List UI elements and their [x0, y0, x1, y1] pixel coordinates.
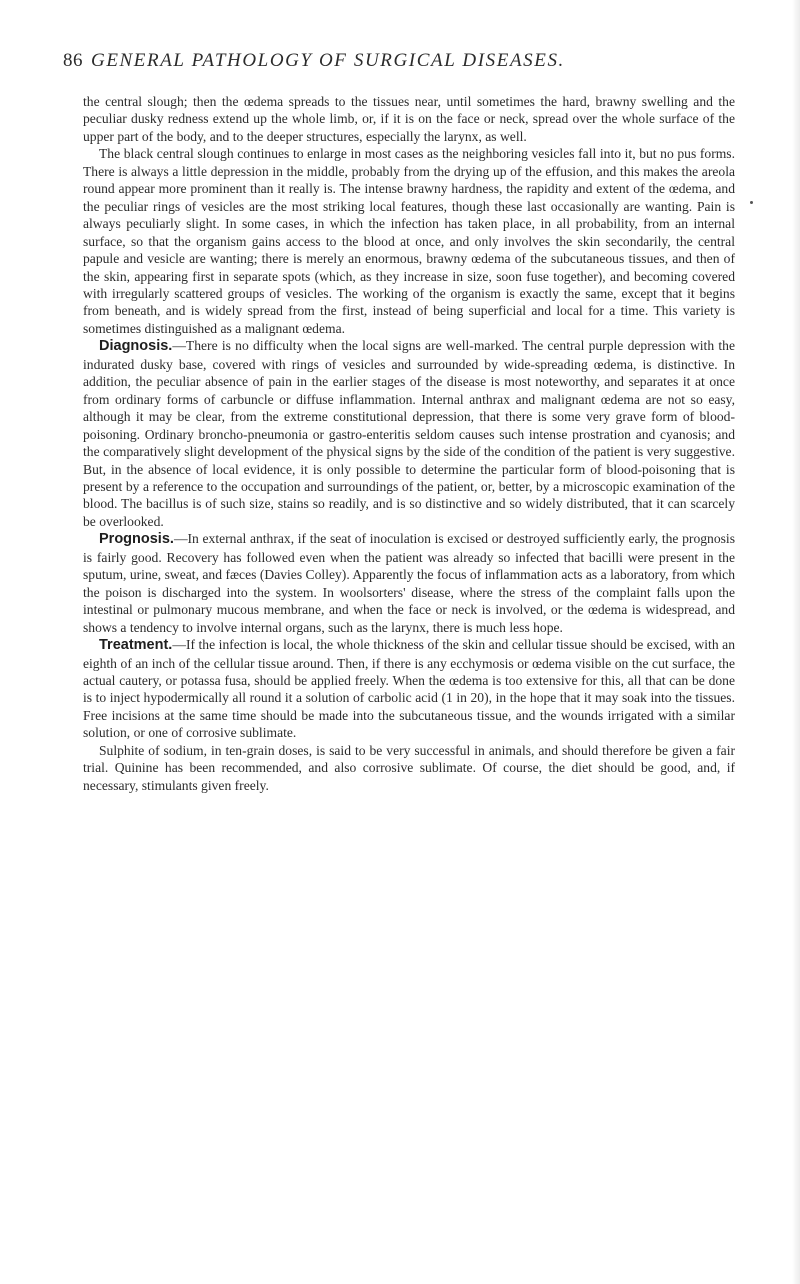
- diagnosis-text: —There is no difficulty when the local signs are well-marked. The central purple depression with the indurated dusky base, covered with rings of vesicles and surrounded by wide-spreading œdema, is distinctive. In addition, the peculiar absence of pain in the earlier stages of the disease is most noteworthy, and separates it at once from ordinary forms of carbuncle or diffuse inflammation. Internal anthrax and malignant œdema are not so easy, although it may be clear, from the extreme constitutional depression, that there is some very grave form of blood-poisoning. Ordinary broncho-pneumonia or gastro-enteritis seldom causes such intense prostration and cyanosis; and the comparatively slight development of the physical signs by the side of the condition of the patient is very suggestive. But, in the absence of local evidence, it is only possible to determine the particular form of blood-poisoning that is present by a reference to the occupation and surroundings of the patient, or, better, by a microscopic examination of the blood. The bacillus is of such size, stains so readily, and is so distinctive and so widely distributed, that it can scarcely be overlooked.: [83, 338, 735, 529]
- page-number: 86: [63, 50, 83, 71]
- treatment-heading: Treatment.: [99, 637, 173, 654]
- margin-dot: [750, 201, 753, 204]
- paragraph-sulphite: Sulphite of sodium, in ten-grain doses, is said to be very successful in animals, and should therefore be given a fair trial. Quinine has been recommended, and also corrosive sublimate. Of course, the diet should be good, and, if necessary, stimulants given freely.: [83, 742, 735, 793]
- diagnosis-heading: Diagnosis.: [99, 338, 173, 355]
- prognosis-heading: Prognosis.: [99, 531, 174, 548]
- page-header: [63, 50, 753, 80]
- prognosis-text: —In external anthrax, if the seat of inoculation is excised or destroyed sufficiently early, the prognosis is fairly good. Recovery has followed even when the patient was already so infected that bacilli were present in the sputum, urine, sweat, and fæces (Davies Colley). Apparently the focus of inflammation acts as a laboratory, from which the poison is discharged into the system. In woolsorters' disease, where the stress of the complaint falls upon the intestinal or pulmonary mucous membrane, and when the face or neck is involved, or the œdema is widespread, and shows a tendency to involve internal organs, such as the larynx, there is much less hope.: [83, 531, 735, 635]
- page-edge-shadow: [792, 0, 800, 1284]
- treatment-text: —If the infection is local, the whole thickness of the skin and cellular tissue should be excised, with an eighth of an inch of the cellular tissue around. Then, if there is any ecchymosis or œdema visible on the cut surface, the actual cautery, or potassa fusa, should be applied freely. When the œdema is too extensive for this, all that can be done is to inject hypodermically all round it a solution of carbolic acid (1 in 20), in the hope that it may soak into the tissues. Free incisions at the same time should be made into the subcutaneous tissue, and the wounds irrigated with a similar solution, or one of corrosive sublimate.: [83, 637, 735, 741]
- running-title: GENERAL PATHOLOGY OF SURGICAL DISEASES.: [91, 50, 565, 71]
- paragraph-treatment: [83, 636, 735, 742]
- paragraph-prognosis: [83, 530, 735, 636]
- body-text: [83, 93, 735, 794]
- paragraph-diagnosis: [83, 337, 735, 530]
- paragraph-slough: The black central slough continues to enlarge in most cases as the neighboring vesicles fall into it, but no pus forms. There is always a little depression in the middle, probably from the drying up of the effusion, and this makes the areola round appear more prominent than it really is. The intense brawny hardness, the rapidity and extent of the œdema, and the peculiar rings of vesicles are the most striking local features, though these last occasionally are wanting. Pain is always peculiarly slight. In some cases, in which the infection has taken place, in all probability, from an internal surface, so that the organism gains access to the blood at once, and only involves the skin secondarily, the central papule and vesicle are wanting; there is merely an enormous, brawny œdema of the subcutaneous tissues, and then of the skin, appearing first in separate spots (which, as they increase in size, soon fuse together), and becoming covered with irregularly scattered groups of vesicles. The working of the organism is exactly the same, except that it begins from beneath, and is widely spread from the first, instead of being superficial and local for a time. This variety is sometimes distinguished as a malignant œdema.: [83, 146, 735, 336]
- paragraph-continuation: the central slough; then the œdema spreads to the tissues near, until sometimes the hard, brawny swelling and the peculiar dusky redness extend up the whole limb, or, if it is on the face or neck, spread over the whole surface of the upper part of the body, and to the deeper structures, especially the larynx, as well.: [83, 94, 735, 144]
